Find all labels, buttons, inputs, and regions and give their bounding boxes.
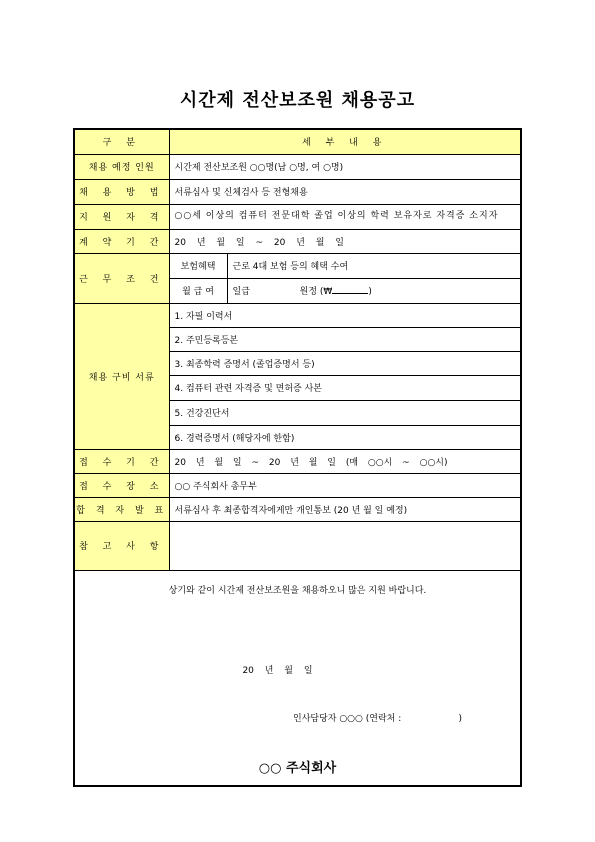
row-positions [74, 154, 521, 179]
salary-blank-line [332, 285, 368, 294]
row-announcement [74, 497, 521, 521]
row-period [74, 449, 521, 473]
label-salary: 월 급 여 [169, 278, 227, 303]
header-details: 세 부 내 용 [169, 129, 521, 154]
footer-date: 20 년 월 일 [242, 665, 313, 676]
row-notes [74, 521, 521, 570]
document-item: 6. 경력증명서 (해당자에 한함) [169, 425, 521, 449]
header-category: 구 분 [74, 129, 169, 154]
salary-suffix: ) [368, 287, 372, 297]
document-item: 5. 건강진단서 [169, 400, 521, 425]
document-item: 3. 최종학력 증명서 (졸업증명서 등) [169, 351, 521, 375]
label-notes: 참 고 사 항 [74, 521, 169, 570]
label-insurance: 보험혜택 [169, 253, 227, 278]
value-period: 20 년 월 일 ~ 20 년 월 일 (매 ○○시 ~ ○○시) [169, 449, 521, 473]
footer-company: ○○ 주식회사 [258, 760, 337, 776]
document-item: 1. 자필 이력서 [169, 303, 521, 327]
label-conditions: 근 무 조 건 [74, 253, 169, 303]
salary-mid: 원정 (₩ [299, 287, 333, 297]
value-qualification: ○○세 이상의 컴퓨터 전문대학 졸업 이상의 학력 보유자로 자격증 소지자 [169, 204, 521, 229]
row-footer [74, 570, 521, 786]
footer-manager: 인사담당자 ○○○ (연락처 : ) [293, 713, 462, 724]
recruitment-form-table [73, 128, 522, 787]
label-announcement: 합 격 자 발 표 [74, 497, 169, 521]
footer-statement: 상기와 같이 시간제 전산보조원을 채용하오니 많은 지원 바랍니다. [168, 585, 427, 596]
value-place: ○○ 주식회사 총무부 [169, 473, 521, 497]
row-method [74, 179, 521, 204]
value-salary [227, 278, 521, 303]
salary-prefix: 일급 [232, 287, 250, 297]
footer [75, 571, 520, 785]
row-contract [74, 229, 521, 253]
value-insurance: 근로 4대 보험 등의 혜택 수여 [227, 253, 521, 278]
value-announcement: 서류심사 후 최종합격자에게만 개인통보 (20 년 월 일 예정) [169, 497, 521, 521]
value-notes [169, 521, 521, 570]
label-period: 접 수 기 간 [74, 449, 169, 473]
label-place: 접 수 장 소 [74, 473, 169, 497]
footer-cell [74, 570, 521, 786]
document-item: 4. 컴퓨터 관련 자격증 및 면허증 사본 [169, 375, 521, 400]
label-method: 채 용 방 법 [74, 179, 169, 204]
value-method: 서류심사 및 신체검사 등 전형채용 [169, 179, 521, 204]
label-contract: 계 약 기 간 [74, 229, 169, 253]
label-qualification: 지 원 자 격 [74, 204, 169, 229]
row-place [74, 473, 521, 497]
value-contract: 20 년 월 일 ~ 20 년 월 일 [169, 229, 521, 253]
header-row [74, 129, 521, 154]
label-positions: 채용 예정 인원 [74, 154, 169, 179]
row-qualification [74, 204, 521, 229]
document-item: 2. 주민등록등본 [169, 327, 521, 351]
row-insurance [74, 253, 521, 278]
label-documents: 채용 구비 서류 [74, 303, 169, 449]
document-title: 시간제 전산보조원 채용공고 [179, 90, 416, 111]
row-document-1 [74, 303, 521, 327]
value-positions: 시간제 전산보조원 ○○명(남 ○명, 여 ○명) [169, 154, 521, 179]
